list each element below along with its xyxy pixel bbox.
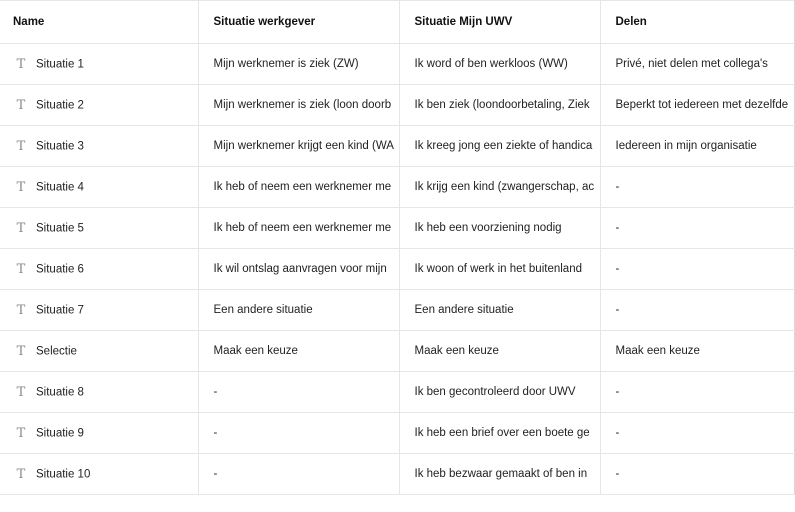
row-name: Situatie 1 <box>36 58 84 70</box>
row-name: Situatie 3 <box>36 140 84 152</box>
text-type-icon: T <box>16 97 26 113</box>
name-cell[interactable] <box>0 249 198 290</box>
situatie-uwv-cell[interactable]: Ik krijg een kind (zwangerschap, ac <box>399 167 600 208</box>
situatie-uwv-cell[interactable]: Ik kreeg jong een ziekte of handica <box>399 126 600 167</box>
delen-cell[interactable]: - <box>600 208 794 249</box>
row-name: Situatie 5 <box>36 222 84 234</box>
text-type-icon: T <box>16 56 26 72</box>
table-header-row <box>0 1 794 44</box>
name-cell[interactable] <box>0 126 198 167</box>
text-type-icon: T <box>16 343 26 359</box>
delen-cell[interactable]: Privé, niet delen met collega's <box>600 44 794 85</box>
text-type-icon: T <box>16 179 26 195</box>
situatie-werkgever-cell[interactable]: Ik heb of neem een werknemer me <box>198 167 399 208</box>
situatie-werkgever-cell[interactable]: Een andere situatie <box>198 290 399 331</box>
column-header-situatie-mijn-uwv[interactable]: Situatie Mijn UWV <box>399 1 600 44</box>
situatie-uwv-cell[interactable]: Ik heb een voorziening nodig <box>399 208 600 249</box>
situatie-werkgever-cell[interactable]: Ik wil ontslag aanvragen voor mijn <box>198 249 399 290</box>
delen-cell[interactable]: - <box>600 290 794 331</box>
name-cell[interactable] <box>0 372 198 413</box>
text-type-icon: T <box>16 466 26 482</box>
delen-cell[interactable]: - <box>600 249 794 290</box>
text-type-icon: T <box>16 302 26 318</box>
situatie-werkgever-cell[interactable]: - <box>198 454 399 495</box>
situatie-uwv-cell[interactable]: Maak een keuze <box>399 331 600 372</box>
situatie-werkgever-cell[interactable]: Mijn werknemer is ziek (ZW) <box>198 44 399 85</box>
situatie-uwv-cell[interactable]: Ik ben gecontroleerd door UWV <box>399 372 600 413</box>
name-cell[interactable] <box>0 167 198 208</box>
situatie-uwv-cell[interactable]: Ik woon of werk in het buitenland <box>399 249 600 290</box>
delen-cell[interactable]: - <box>600 413 794 454</box>
delen-cell[interactable]: Iedereen in mijn organisatie <box>600 126 794 167</box>
text-type-icon: T <box>16 138 26 154</box>
table-row[interactable] <box>0 454 794 495</box>
row-name: Situatie 2 <box>36 99 84 111</box>
table-row[interactable] <box>0 372 794 413</box>
table-row[interactable] <box>0 167 794 208</box>
delen-cell[interactable]: Maak een keuze <box>600 331 794 372</box>
delen-cell[interactable]: Beperkt tot iedereen met dezelfde <box>600 85 794 126</box>
situatie-werkgever-cell[interactable]: - <box>198 372 399 413</box>
column-header-delen[interactable]: Delen <box>600 1 794 44</box>
situatie-werkgever-cell[interactable]: Mijn werknemer is ziek (loon doorb <box>198 85 399 126</box>
delen-cell[interactable]: - <box>600 167 794 208</box>
situatie-werkgever-cell[interactable]: Ik heb of neem een werknemer me <box>198 208 399 249</box>
delen-cell[interactable]: - <box>600 454 794 495</box>
situatie-werkgever-cell[interactable]: Mijn werknemer krijgt een kind (WA <box>198 126 399 167</box>
table-row[interactable] <box>0 413 794 454</box>
text-type-icon: T <box>16 261 26 277</box>
situatie-uwv-cell[interactable]: Een andere situatie <box>399 290 600 331</box>
row-name: Situatie 10 <box>36 468 91 480</box>
situatie-werkgever-cell[interactable]: - <box>198 413 399 454</box>
row-name: Situatie 7 <box>36 304 84 316</box>
table-row[interactable] <box>0 208 794 249</box>
text-type-icon: T <box>16 220 26 236</box>
situatie-werkgever-cell[interactable]: Maak een keuze <box>198 331 399 372</box>
column-header-situatie-werkgever[interactable]: Situatie werkgever <box>198 1 399 44</box>
text-type-icon: T <box>16 384 26 400</box>
table-row[interactable] <box>0 249 794 290</box>
column-header-name[interactable]: Name <box>0 1 198 44</box>
name-cell[interactable] <box>0 454 198 495</box>
situatie-uwv-cell[interactable]: Ik heb een brief over een boete ge <box>399 413 600 454</box>
name-cell[interactable] <box>0 413 198 454</box>
table-row[interactable] <box>0 331 794 372</box>
name-cell[interactable] <box>0 331 198 372</box>
row-name: Selectie <box>36 345 77 357</box>
table-row[interactable] <box>0 85 794 126</box>
table-row[interactable] <box>0 44 794 85</box>
row-name: Situatie 6 <box>36 263 84 275</box>
situatie-uwv-cell[interactable]: Ik word of ben werkloos (WW) <box>399 44 600 85</box>
name-cell[interactable] <box>0 85 198 126</box>
name-cell[interactable] <box>0 208 198 249</box>
row-name: Situatie 9 <box>36 427 84 439</box>
delen-cell[interactable]: - <box>600 372 794 413</box>
row-name: Situatie 8 <box>36 386 84 398</box>
table-row[interactable] <box>0 126 794 167</box>
name-cell[interactable] <box>0 290 198 331</box>
situatie-uwv-cell[interactable]: Ik heb bezwaar gemaakt of ben in <box>399 454 600 495</box>
situatie-uwv-cell[interactable]: Ik ben ziek (loondoorbetaling, Ziek <box>399 85 600 126</box>
name-cell[interactable] <box>0 44 198 85</box>
row-name: Situatie 4 <box>36 181 84 193</box>
text-type-icon: T <box>16 425 26 441</box>
table-row[interactable] <box>0 290 794 331</box>
